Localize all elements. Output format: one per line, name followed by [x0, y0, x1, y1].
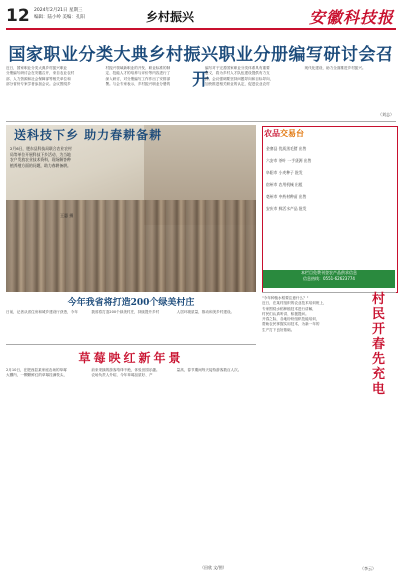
classified-item: 金寨县 优质黑毛猪 出售 — [266, 146, 307, 151]
text-line: 加快推进相关职业的认定，促进农业农村 — [205, 81, 270, 86]
text-line: 近日，在某村组织的农业技术培训班上， — [262, 301, 327, 306]
classified-item: 宿州市 农用机械 出租 — [266, 182, 303, 187]
text-line: 开春之际，各地纷纷组织技能培训， — [262, 317, 320, 322]
text-line: 村振兴领域新职业的开发、职业标准的制 — [105, 66, 171, 70]
side-article-source: （李云） — [360, 566, 376, 571]
text-line: 现代化建设，助力全面推进乡村振兴。 — [304, 66, 366, 70]
text-line: 大棚内，一颗颗鲜红的草莓挂满枝头， — [6, 373, 68, 378]
classifieds-title — [264, 128, 304, 139]
section-title: 乡村振兴 — [146, 10, 195, 24]
text-line: 部分省份专家学者参加会议。会议围绕乡 — [6, 81, 71, 86]
text-line: 村民们认真听讲、积极提问。 — [262, 311, 309, 316]
classifieds-hotline: 信息热线：0551-62623774 — [303, 276, 355, 281]
side-article-body — [262, 296, 368, 564]
text-line: 撑。会议强调要坚持问题导向和目标导向， — [205, 76, 274, 81]
mid-article-headline: 今年我省将打造200个绿美村庄 — [67, 298, 195, 308]
text-line: 部、人力资源和社会保障部等相关单位和 — [6, 76, 71, 81]
text-line: 日前，记者从省住房和城乡建设厅获悉，今年 — [6, 310, 78, 314]
text-line: 人居环境质量，推动和美乡村建设。 — [176, 310, 235, 314]
classifieds-list — [266, 146, 392, 218]
sub-article-body — [6, 368, 256, 564]
classified-item: 亳州市 中药材种苗 出售 — [266, 194, 307, 199]
divider — [6, 121, 396, 122]
text-line: 我省将打造200个绿美村庄，持续提升乡村 — [91, 310, 160, 314]
text-line: 意义，将为乡村人才队伍建设提供有力支 — [205, 71, 270, 76]
text-line: 近日，国家职业分类大典乡村振兴职业 — [6, 66, 68, 70]
classifieds-title-a: 农品 — [264, 129, 280, 138]
classified-item: 六安市 茶叶 一手货源 出售 — [266, 158, 312, 163]
text-line: 量高，春节期间每天接待游客数百人次。 — [176, 368, 242, 372]
date-line: 2024年2月21日 星期三 — [34, 8, 83, 13]
text-line: 专家围绕水稻种植技术进行讲解， — [262, 306, 316, 311]
mid-article-body — [6, 310, 256, 340]
text-line: 2月10日，在肥西县某家庭农场的草莓 — [6, 368, 67, 372]
side-article-headline: 村民开春先充电 — [372, 292, 386, 397]
text-line: 署。与会专家表示，乡村振兴职业分册的 — [105, 81, 171, 86]
text-line: 定、技能人才的培养与评价等内容进行了 — [105, 71, 171, 76]
sub-article-headline: 草莓映红新年景 — [78, 351, 184, 365]
page-number: 12 — [6, 6, 30, 26]
classified-item: 安庆市 鲜活水产品 批发 — [266, 206, 307, 211]
header-divider — [6, 28, 396, 30]
text-line: 深入研讨，对分册编写工作作出了安排部 — [105, 76, 171, 81]
editor-line: 编辑：陆小岭 美编：孔阳 — [34, 15, 85, 20]
top-article-body — [6, 66, 396, 116]
text-line: 帮助农民掌握实用技术，为新一年的 — [262, 322, 320, 327]
photo-caption: 2月6日，肥东县科技局联合农业农村局等单位开展科技下乡活动，为当地农户发放农业技术资料，现场解答种植养殖方面的问题，助力春耕备耕。 — [10, 146, 72, 168]
top-article-source: （刘志） — [378, 112, 394, 117]
text-line: 农场负责人介绍，今年草莓品质好、产 — [91, 373, 153, 378]
classifieds-footer — [263, 270, 395, 288]
text-line: 编写对于完善国家职业分类体系具有重要 — [205, 66, 270, 70]
classified-item: 阜阳市 小麦种子 批发 — [266, 170, 303, 175]
classifieds-footer-line1: 本栏目免费刊登农产品供求信息 — [301, 270, 357, 275]
sub-article-source: （田欣 文/图） — [200, 565, 227, 570]
text-line: 分册编写研讨会在安徽召开，来自农业农村 — [6, 71, 75, 76]
divider — [6, 344, 256, 345]
text-line: "今年种植水稻要注意什么？" — [262, 296, 309, 300]
main-headline: 国家职业分类大典乡村振兴职业分册编写研讨会召开 — [8, 45, 394, 90]
photo-author: 王惠 摄 — [60, 213, 74, 218]
classifieds-title-b: 交易台 — [280, 129, 304, 138]
text-line: 前来采摘的游客络绎不绝，体验田园乐趣。 — [91, 368, 160, 372]
masthead-logo: 安徽科技报 — [308, 8, 394, 27]
photo-title: 送科技下乡 助力春耕备耕 — [14, 128, 163, 142]
text-line: 生产打下良好基础。 — [262, 327, 295, 332]
